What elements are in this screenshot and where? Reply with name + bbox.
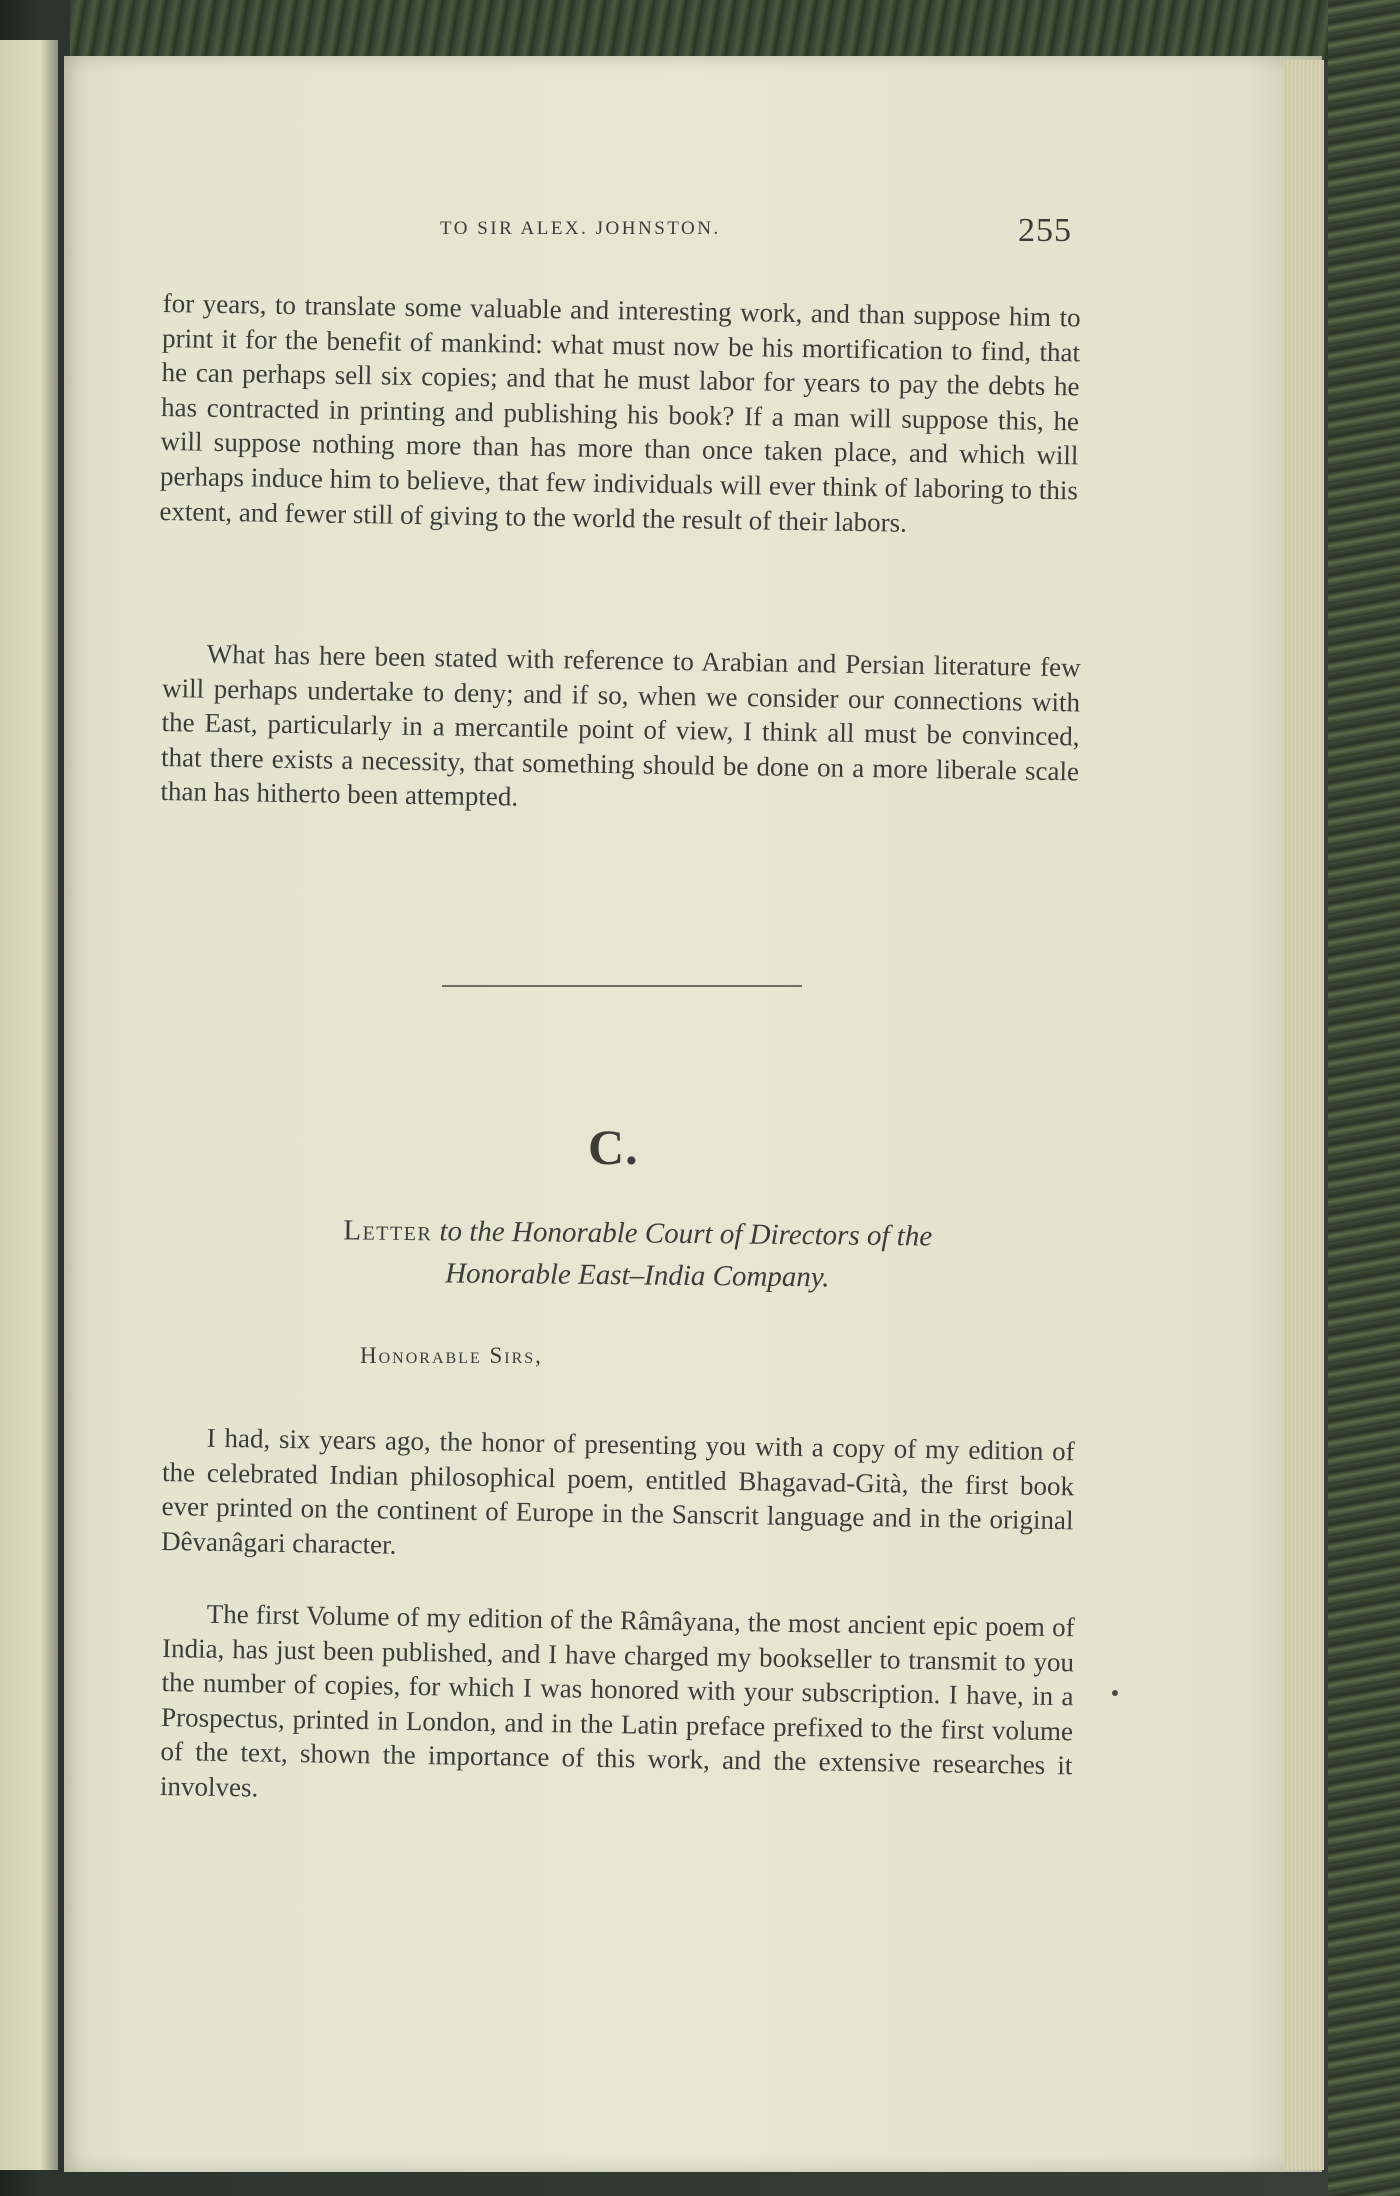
body-paragraph: What has here been stated with reference to Arabian and Persian literature few will perhaps undertake to deny; and if so, when we consider our connections with the East, particularly in a mercantile point of view, I think all must be convinced, that there exists a necessity, that something should be done on a more liberale scale than has hitherto been attempted. — [160, 638, 1081, 812]
salutation: Honorable Sirs, — [360, 1343, 543, 1368]
letter-paragraph: I had, six years ago, the honor of presenting you with a copy of my edition of the celebrated Indian philosophical poem, entitled Bhagavad-Gità, the first book ever printed on the continent of Europe in the Sanscrit language and in the original Dêvanâgari character. — [160, 1422, 1075, 1560]
ink-speck — [1112, 1690, 1118, 1696]
running-head: TO SIR ALEX. JOHNSTON. — [440, 218, 721, 239]
page-edge-stack — [1284, 60, 1324, 2170]
letter-paragraph: The first Volume of my edition of the Râmâyana, the most ancient epic poem of India, has just been published, and I have charged my bookseller to transmit to you the number of copies, for which I was honored with your subscription. I have, in a Prospectus, printed in London, and in the Latin preface prefixed to the first volume of the text, shown the importance of this work, and the extensive researches it involves. — [159, 1598, 1075, 1803]
facing-page-edge — [0, 40, 58, 2170]
book-top-edge — [70, 0, 1340, 62]
letter-title-line-1: to the Honorable Court of Directors of the — [439, 1215, 933, 1253]
section-heading: C. — [588, 1119, 639, 1175]
letter-title-lead: Letter — [343, 1214, 433, 1248]
section-divider — [442, 985, 802, 987]
letter-title-line-2: Honorable East–India Company. — [445, 1257, 830, 1294]
marbled-cover-edge — [1328, 0, 1400, 2196]
page-number: 255 — [1018, 212, 1072, 249]
body-paragraph: for years, to translate some valuable and interesting work, and than suppose him to print it for the benefit of mankind: what must now be his mortification to find, that he can perhaps sell six copies; and that he must labor for years to pay the debts he has contracted in printing and publishing his book? If a man will suppose this, he will suppose nothing more than has more than once taken place, and which will perhaps induce him to believe, that few individuals will ever think of laboring to this extent, and fewer still of giving to the world the result of their labors. — [159, 287, 1081, 538]
letter-title — [217, 1208, 1058, 1301]
